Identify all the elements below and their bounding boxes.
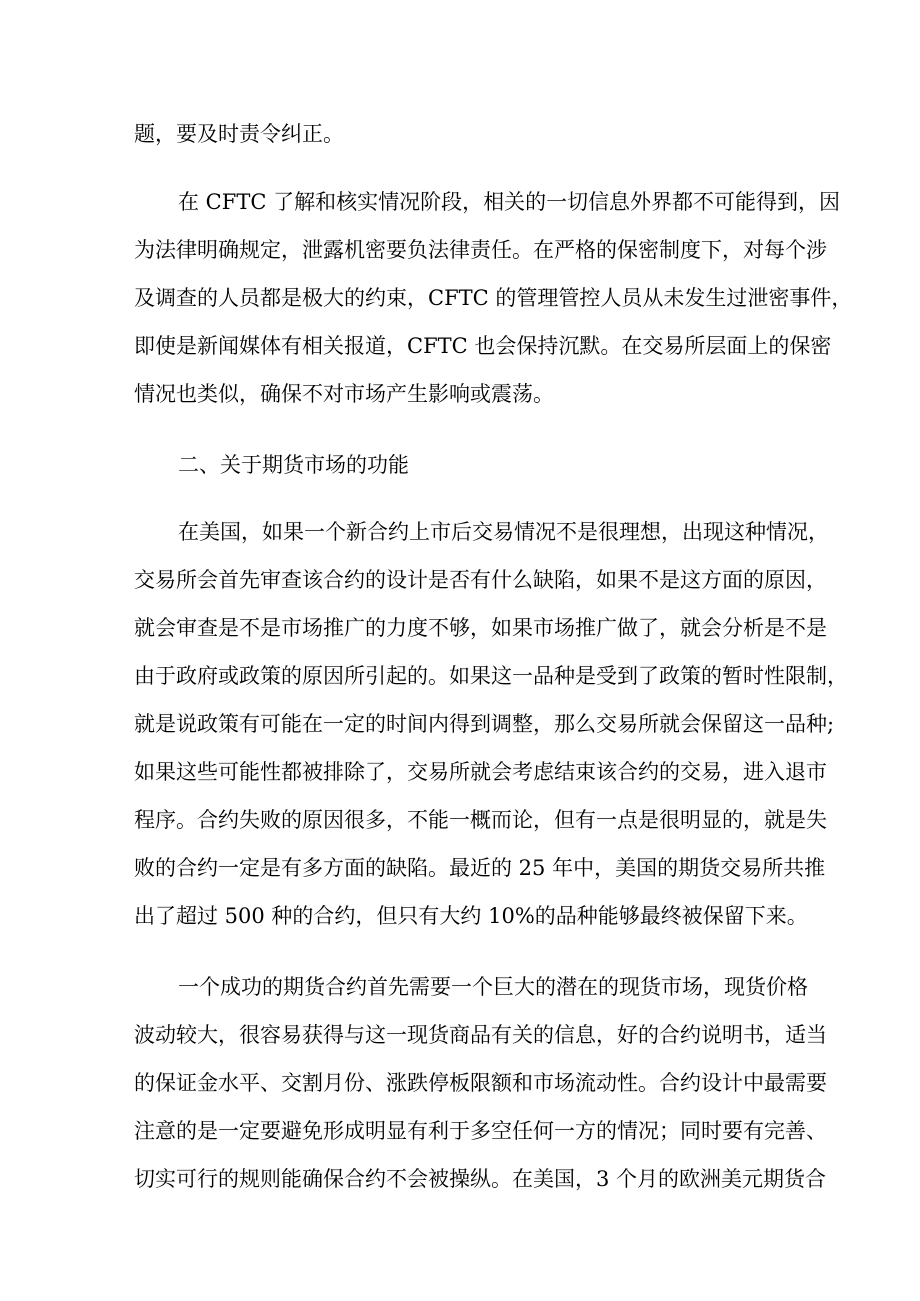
paragraph-line: 一个成功的期货合约首先需要一个巨大的潜在的现货市场，现货价格 — [178, 975, 808, 999]
paragraph-line: 切实可行的规则能确保合约不会被操纵。在美国，3 个月的欧洲美元期货合 — [134, 1167, 827, 1191]
paragraph-line: 在 CFTC 了解和核实情况阶段，相关的一切信息外界都不可能得到，因 — [178, 190, 841, 214]
paragraph-line: 及调查的人员都是极大的约束，CFTC 的管理管控人员从未发生过泄密事件， — [134, 286, 853, 310]
paragraph-line: 由于政府或政策的原因所引起的。如果这一品种是受到了政策的暂时性限制， — [134, 664, 848, 688]
paragraph-line: 败的合约一定是有多方面的缺陷。最近的 25 年中，美国的期货交易所共推 — [134, 856, 826, 880]
paragraph-line: 交易所会首先审查该合约的设计是否有什么缺陷，如果不是这方面的原因， — [134, 568, 827, 592]
paragraph-line: 波动较大，很容易获得与这一现货商品有关的信息，好的合约说明书，适当 — [134, 1023, 827, 1047]
paragraph-line: 的保证金水平、交割月份、涨跌停板限额和市场流动性。合约设计中最需要 — [134, 1071, 827, 1095]
paragraph-line: 出了超过 500 种的合约，但只有大约 10%的品种能够最终被保留下来。 — [134, 904, 808, 928]
paragraph-line: 为法律明确规定，泄露机密要负法律责任。在严格的保密制度下，对每个涉 — [134, 238, 827, 262]
paragraph-line: 程序。合约失败的原因很多，不能一概而论，但有一点是很明显的，就是失 — [134, 808, 827, 832]
paragraph-line: 就是说政策有可能在一定的时间内得到调整，那么交易所就会保留这一品种; — [134, 712, 835, 736]
paragraph-line: 题，要及时责令纠正。 — [134, 122, 344, 146]
paragraph-line: 注意的是一定要避免形成明显有利于多空任何一方的情况；同时要有完善、 — [134, 1119, 827, 1143]
paragraph-line: 情况也类似，确保不对市场产生影响或震荡。 — [134, 382, 554, 406]
paragraph-line: 就会审查是不是市场推广的力度不够，如果市场推广做了，就会分析是不是 — [134, 616, 827, 640]
section-heading: 二、关于期货市场的功能 — [178, 453, 409, 477]
paragraph-line: 如果这些可能性都被排除了，交易所就会考虑结束该合约的交易，进入退市 — [134, 760, 827, 784]
paragraph-line: 在美国，如果一个新合约上市后交易情况不是很理想，出现这种情况， — [178, 520, 829, 544]
paragraph-line: 即使是新闻媒体有相关报道，CFTC 也会保持沉默。在交易所层面上的保密 — [134, 334, 832, 358]
